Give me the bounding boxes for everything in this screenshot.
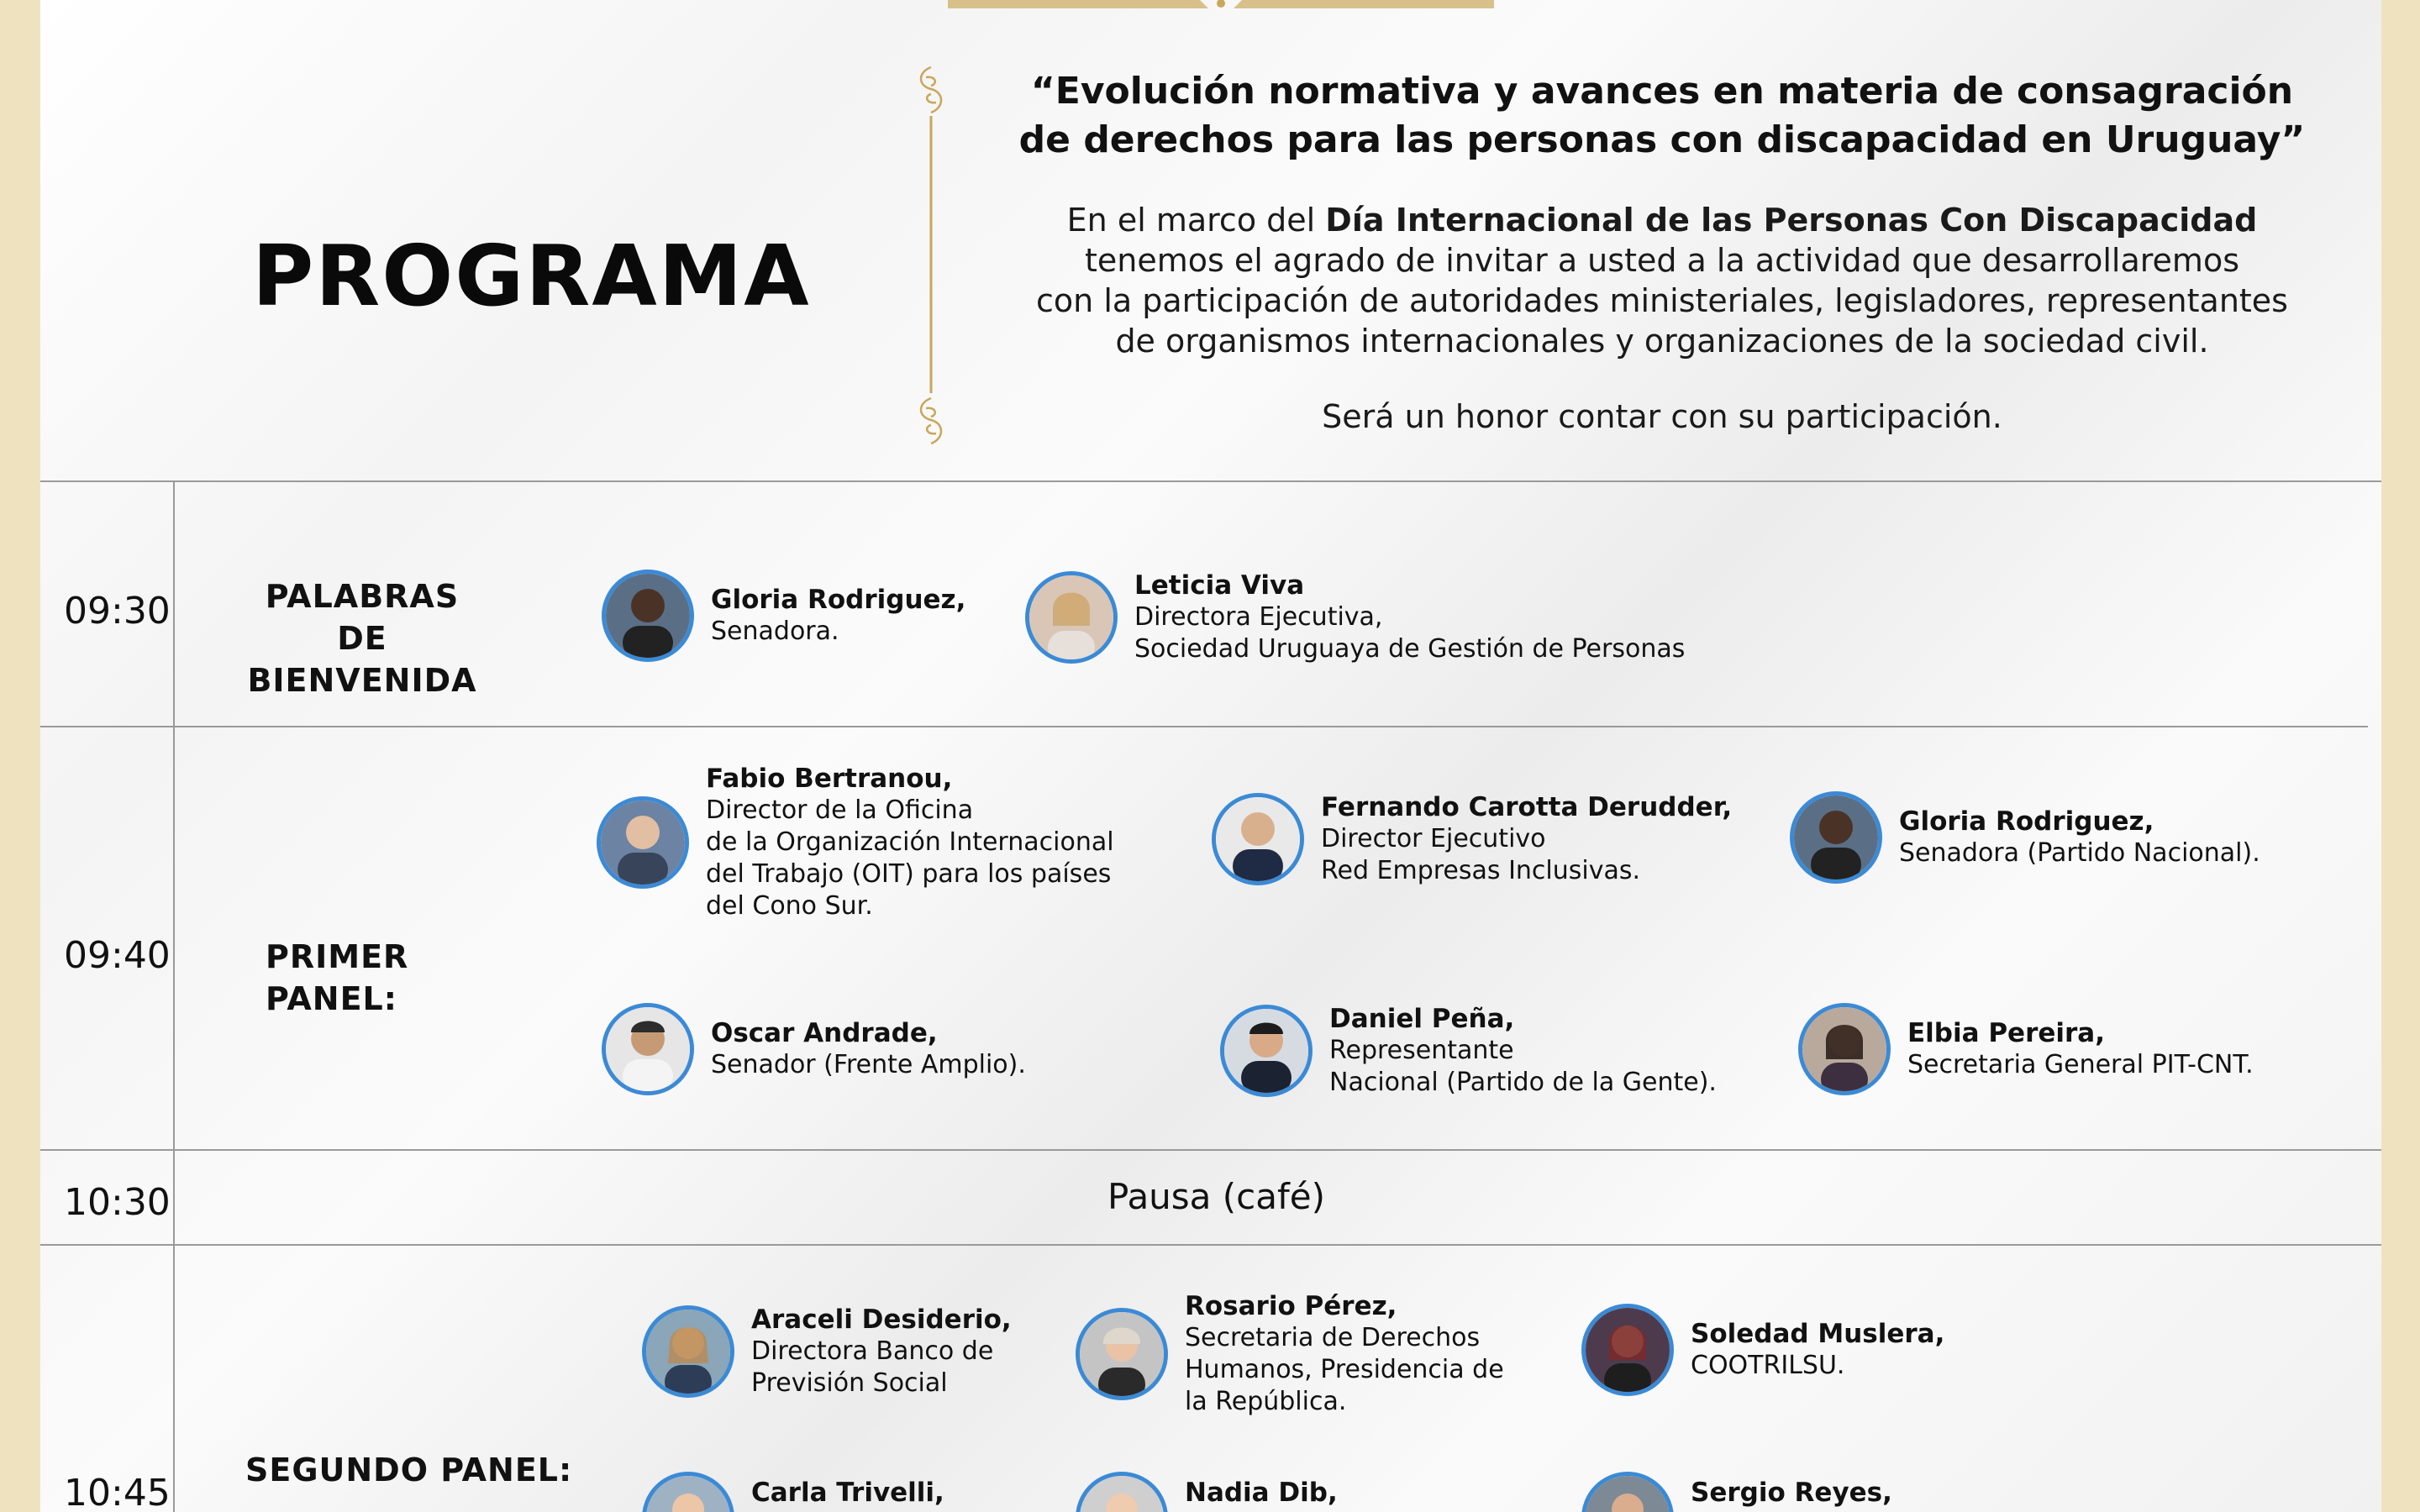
time-slot: 09:30 [64,590,171,633]
speaker-name: Carla Trivelli, [751,1478,944,1508]
speaker-name: Daniel Peña, [1329,1004,1515,1034]
speaker-card: Oscar Andrade, Senador (Frente Amplio). [602,1003,1026,1095]
table-rule [40,726,2368,727]
closing-text: Será un honor contar con su participación. [1322,398,2002,435]
speaker-avatar [1212,793,1304,885]
speaker-name: Leticia Viva [1134,570,1305,601]
speaker-avatar [1798,1003,1891,1095]
speaker-avatar [1076,1472,1168,1512]
table-column-rule [173,480,175,1512]
speaker-avatar [642,1472,734,1512]
speaker-card [1581,1472,1892,1512]
speaker-card: Fabio Bertranou, Director de la Oficina de la Organización Internacional del Trabajo (OIT) para los países del Cono Sur. [597,763,1114,922]
speaker-name: Elbia Pereira, [1907,1018,2105,1048]
speaker-avatar [1025,571,1118,664]
speaker-avatar [602,1003,694,1095]
speaker-name: Fernando Carotta Derudder, [1321,792,1733,822]
speaker-avatar [1076,1308,1168,1400]
speaker-card: Daniel Peña, Representante Nacional (Partido de la Gente). [1220,1003,1717,1099]
speaker-card: Elbia Pereira, Secretaria General PIT-CNT. [1798,1003,2254,1095]
speaker-avatar [1790,791,1882,884]
speaker-card: Gloria Rodriguez, Senadora. [602,570,965,662]
speaker-name: Oscar Andrade, [711,1018,938,1048]
pause-label: Pausa (café) [1107,1176,1325,1217]
speaker-card: Soledad Muslera, COOTRILSU. [1581,1304,1944,1396]
event-headline: “Evolución normativa y avances en materia de consagración de derechos para las personas con discapacidad en Uruguay” [1018,70,2306,161]
speaker-avatar [597,796,689,889]
invitation-page [40,0,2381,1512]
session-title: PALABRAS DE BIENVENIDA [247,578,477,699]
header-description [1015,67,2309,435]
speaker-card: Fernando Carotta Derudder, Director Ejecutivo Red Empresas Inclusivas. [1212,791,1732,887]
gold-divider-ornament [914,64,948,447]
speaker-name: Sergio Reyes, [1691,1478,1892,1508]
speaker-card [642,1472,944,1512]
table-rule [40,1149,2381,1151]
speaker-name: Fabio Bertranou, [706,764,953,794]
speaker-avatar [602,570,694,662]
speaker-card: Gloria Rodriguez, Senadora (Partido Nacional). [1790,791,2260,884]
time-slot: 10:30 [64,1181,171,1224]
top-gold-ornament [948,0,1494,10]
table-rule [40,480,2381,482]
time-slot: 09:40 [64,934,171,977]
speaker-avatar [1220,1005,1313,1097]
speaker-name: Gloria Rodriguez, [711,585,966,615]
speaker-name: Nadia Dib, [1185,1478,1338,1508]
session-title: PRIMER PANEL: [266,938,409,1017]
speaker-card: Araceli Desiderio, Directora Banco de Previsión Social [642,1304,1012,1399]
speaker-name: Araceli Desiderio, [751,1305,1012,1335]
time-slot: 10:45 [64,1472,171,1512]
speaker-name: Soledad Muslera, [1691,1319,1945,1349]
speaker-name: Gloria Rodriguez, [1899,806,2154,837]
session-title: SEGUNDO PANEL: [245,1452,573,1488]
speaker-name: Rosario Pérez, [1185,1291,1397,1321]
speaker-card: Rosario Pérez, Secretaria de Derechos Humanos, Presidencia de la República. [1076,1290,1504,1418]
page-title: PROGRAMA [252,227,811,325]
speaker-avatar [1581,1472,1674,1512]
speaker-card [1076,1472,1338,1512]
speaker-avatar [1581,1304,1674,1396]
table-rule [40,1244,2381,1246]
intro-paragraph: En el marco del Día Internacional de las Personas Con Discapacidad tenemos el agrado de invitar a usted a la actividad que desarrollaremos con la participación de autoridades ministeriales, legisladores, representantes de organismos internacionales y organizaciones de la sociedad civil. [1036,202,2288,360]
speaker-card: Leticia Viva Directora Ejecutiva, Sociedad Uruguaya de Gestión de Personas [1025,570,1685,665]
speaker-avatar [642,1305,734,1398]
